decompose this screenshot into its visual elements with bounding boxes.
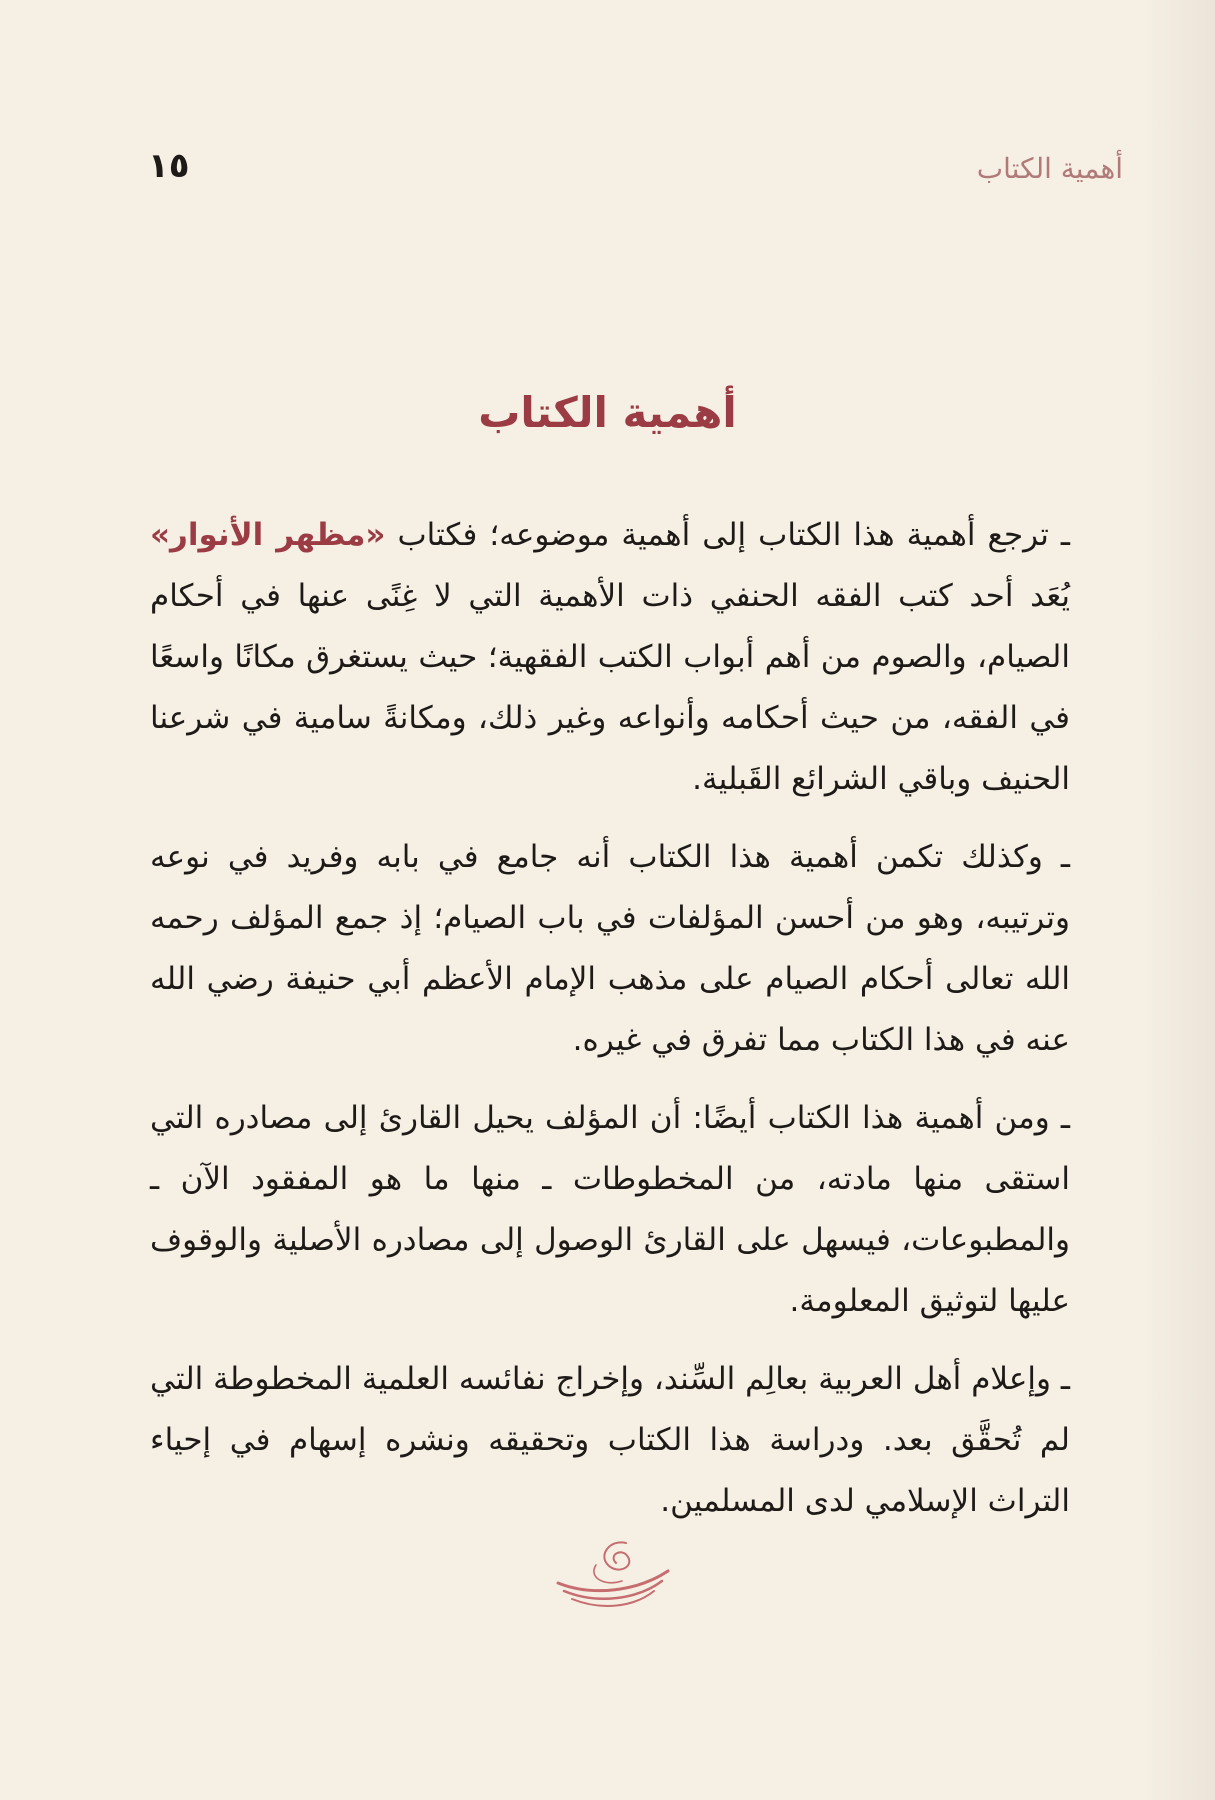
paragraph-1-end: يُعَد أحد كتب الفقه الحنفي ذات الأهمية التي لا غِنًى عنها في أحكام الصيام، والصوم من أهم أبواب الكتب الفقهية؛ حيث يستغرق مكانًا واسعًا في الفقه، من حيث أحكامه وأنواعه وغير ذلك، ومكانةً سامية في شرعنا الحنيف وباقي الشرائع القَبلية. bbox=[150, 578, 1070, 797]
paragraph-2: ـ وكذلك تكمن أهمية هذا الكتاب أنه جامع في بابه وفريد في نوعه وترتيبه، وهو من أحسن المؤلفات في باب الصيام؛ إذ جمع المؤلف رحمه الله تعالى أحكام الصيام على مذهب الإمام الأعظم أبي حنيفة رضي الله عنه في هذا الكتاب مما تفرق في غيره. bbox=[150, 839, 1070, 1058]
running-header: أهمية الكتاب bbox=[976, 152, 1123, 185]
flourish-ornament-icon bbox=[538, 1525, 678, 1615]
paragraph-1 bbox=[150, 505, 1070, 810]
paragraph-4: ـ وإعلام أهل العربية بعالِم السِّند، وإخراج نفائسه العلمية المخطوطة التي لم تُحقَّق بعد. ودراسة هذا الكتاب وتحقيقه ونشره إسهام في إحياء التراث الإسلامي لدى المسلمين. bbox=[150, 1361, 1070, 1519]
book-title-highlight: «مظهر الأنوار» bbox=[150, 517, 386, 553]
page-number: ١٥ bbox=[148, 146, 190, 186]
body-text bbox=[150, 505, 1070, 1549]
chapter-title: أهمية الكتاب bbox=[478, 388, 737, 437]
paragraph-1-start: ـ ترجع أهمية هذا الكتاب إلى أهمية موضوعه؛ فكتاب bbox=[385, 517, 1070, 553]
paragraph-3: ـ ومن أهمية هذا الكتاب أيضًا: أن المؤلف يحيل القارئ إلى مصادره التي استقى منها مادته، من المخطوطات ـ منها ما هو المفقود الآن ـ والمطبوعات، فيسهل على القارئ الوصول إلى مصادره الأصلية والوقوف عليها لتوثيق المعلومة. bbox=[150, 1100, 1070, 1319]
